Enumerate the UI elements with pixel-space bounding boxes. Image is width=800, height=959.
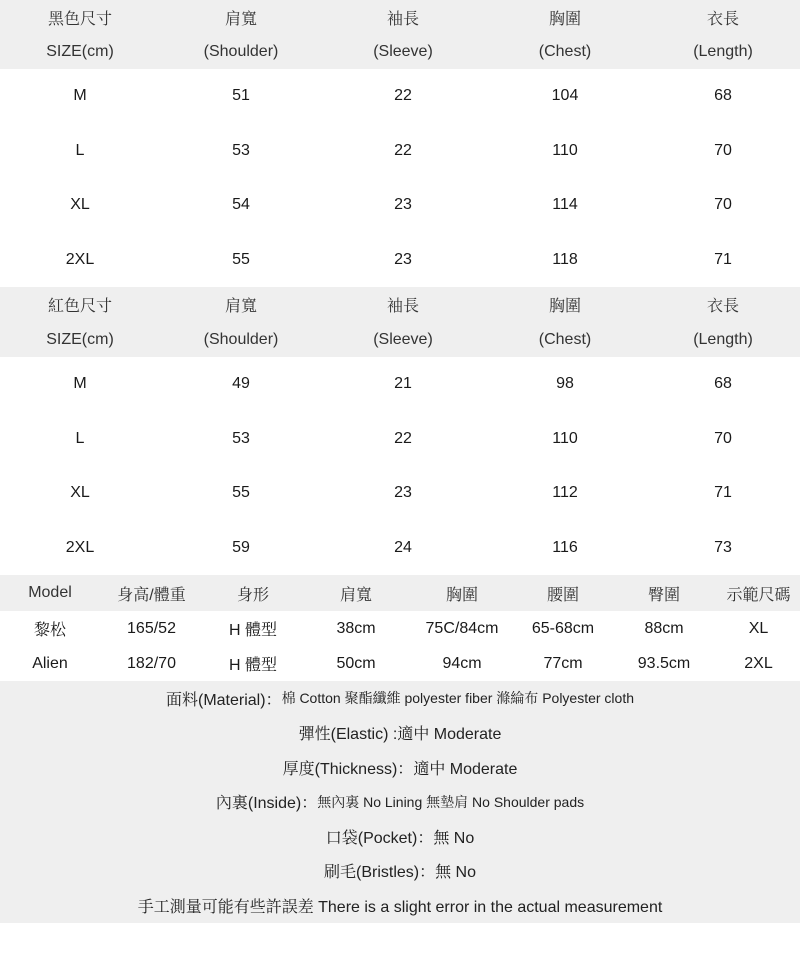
red-size-table [0, 287, 800, 575]
table-cell: 53 [232, 141, 250, 159]
table-row [0, 646, 800, 681]
header-cell: (Shoulder) [203, 42, 279, 60]
table-cell: XL [70, 484, 90, 502]
header-cell: 衣長 [706, 10, 739, 28]
table-cell: L [75, 141, 85, 159]
header-cell: (Sleeve) [373, 42, 433, 60]
table-cell: L [75, 429, 85, 447]
table-cell: 38cm [336, 619, 376, 637]
thickness-label: 厚度(Thickness)： [282, 760, 414, 778]
table-cell: 53 [232, 429, 250, 447]
table-row [0, 466, 800, 521]
elastic-label: 彈性(Elastic) : [298, 726, 398, 744]
table-cell: 77cm [543, 654, 583, 672]
table-cell: 68 [714, 87, 732, 105]
table-cell: 2XL [65, 250, 95, 268]
table-cell: H 體型 [228, 622, 277, 639]
table-cell: 68 [714, 375, 732, 393]
table-cell: 23 [394, 484, 412, 502]
table-cell: 112 [552, 484, 578, 502]
material-label: 面料(Material)： [165, 691, 282, 709]
header-cell: 紅色尺寸 [47, 298, 112, 315]
header-cell: SIZE(cm) [46, 330, 114, 348]
header-cell: Model [28, 584, 72, 601]
bristles-value: 無 No [435, 864, 477, 882]
table-cell: 59 [232, 538, 250, 556]
thickness-note [0, 750, 800, 785]
header-cell: 肩寬 [224, 10, 257, 28]
thickness-value: 適中 Moderate [413, 760, 518, 778]
table-row [0, 357, 800, 412]
header-cell: SIZE(cm) [46, 42, 114, 60]
table-cell: 94cm [442, 654, 482, 672]
table-row [0, 611, 800, 646]
header-cell: 衣長 [706, 298, 739, 315]
model-table-header [0, 575, 800, 611]
header-cell: (Length) [693, 330, 753, 348]
table-cell: 70 [714, 429, 732, 447]
material-value: 棉 Cotton 聚酯纖維 polyester fiber 滌綸布 Polyester cloth [281, 690, 635, 707]
table-row [0, 233, 800, 288]
header-cell: (Chest) [538, 330, 592, 348]
table-row [0, 69, 800, 124]
product-notes [0, 681, 800, 923]
header-cell: 身高/體重 [117, 586, 186, 604]
table-cell: 22 [394, 141, 412, 159]
disclaimer-note [0, 888, 800, 923]
table-cell: 65-68cm [531, 619, 595, 637]
table-cell: M [73, 375, 87, 393]
table-cell: 黎松 [33, 622, 66, 639]
disclaimer-text: 手工測量可能有些許誤差 There is a slight error in the actual measurement [137, 898, 663, 916]
black-table-header-en [0, 34, 800, 69]
table-cell: 2XL [65, 538, 95, 556]
black-table-header-zh [0, 0, 800, 34]
table-cell: 70 [714, 196, 732, 214]
inside-value: 無內裏 No Lining 無墊肩 No Shoulder pads [317, 793, 585, 810]
table-cell: 75C/84cm [425, 619, 499, 637]
table-cell: 50cm [336, 654, 376, 672]
header-cell: 袖長 [386, 298, 419, 315]
table-cell: 51 [232, 87, 250, 105]
table-cell: 22 [394, 429, 412, 447]
pocket-note [0, 819, 800, 854]
table-cell: 49 [232, 375, 250, 393]
inside-note [0, 785, 800, 820]
table-cell: 22 [394, 87, 412, 105]
red-table-header-zh [0, 287, 800, 322]
table-cell: 98 [556, 375, 574, 393]
table-cell: 73 [714, 538, 732, 556]
table-cell: M [73, 87, 87, 105]
table-cell: 23 [394, 196, 412, 214]
table-cell: 54 [232, 196, 250, 214]
table-cell: 104 [551, 87, 579, 105]
header-cell: 黑色尺寸 [47, 10, 112, 28]
table-cell: 165/52 [127, 619, 176, 637]
table-cell: 2XL [744, 654, 773, 672]
header-cell: 袖長 [386, 10, 419, 28]
table-row [0, 178, 800, 233]
table-cell: 71 [714, 484, 732, 502]
header-cell: 身形 [236, 586, 269, 604]
table-cell: 110 [552, 429, 578, 447]
pocket-label: 口袋(Pocket)： [325, 829, 434, 847]
table-cell: 114 [552, 196, 578, 214]
header-cell: 胸圍 [548, 10, 581, 28]
bristles-label: 刷毛(Bristles)： [323, 864, 436, 882]
model-table [0, 575, 800, 681]
table-cell: XL [748, 619, 769, 637]
table-cell: 182/70 [127, 654, 176, 672]
elastic-value: 適中 Moderate [397, 726, 502, 744]
black-size-table [0, 0, 800, 287]
table-cell: 71 [714, 250, 732, 268]
table-cell: 55 [232, 250, 250, 268]
header-cell: (Length) [693, 42, 753, 60]
bristles-note [0, 854, 800, 889]
header-cell: (Shoulder) [203, 330, 279, 348]
header-cell: 肩寬 [224, 298, 257, 315]
header-cell: 胸圍 [548, 298, 581, 315]
header-cell: (Chest) [538, 42, 592, 60]
table-row [0, 412, 800, 467]
table-cell: 110 [552, 141, 578, 159]
header-cell: 肩寬 [339, 586, 372, 604]
table-cell: 23 [394, 250, 412, 268]
table-row [0, 124, 800, 179]
red-table-header-en [0, 322, 800, 357]
table-cell: 116 [552, 538, 578, 556]
header-cell: 胸圍 [445, 586, 478, 604]
table-cell: 118 [552, 250, 578, 268]
table-cell: 21 [394, 375, 412, 393]
header-cell: 臀圍 [647, 586, 680, 604]
table-cell: 55 [232, 484, 250, 502]
elastic-note [0, 716, 800, 751]
table-cell: H 體型 [228, 657, 277, 674]
table-row [0, 521, 800, 576]
pocket-value: 無 No [433, 829, 475, 847]
table-cell: 70 [714, 141, 732, 159]
header-cell: 示範尺碼 [726, 586, 791, 604]
table-cell: 24 [394, 538, 412, 556]
header-cell: (Sleeve) [373, 330, 433, 348]
material-note [0, 681, 800, 716]
table-cell: XL [70, 196, 90, 214]
inside-label: 內裏(Inside)： [215, 795, 318, 813]
table-cell: Alien [32, 654, 68, 672]
table-cell: 93.5cm [637, 654, 691, 672]
table-cell: 88cm [644, 619, 684, 637]
header-cell: 腰圍 [546, 586, 579, 604]
